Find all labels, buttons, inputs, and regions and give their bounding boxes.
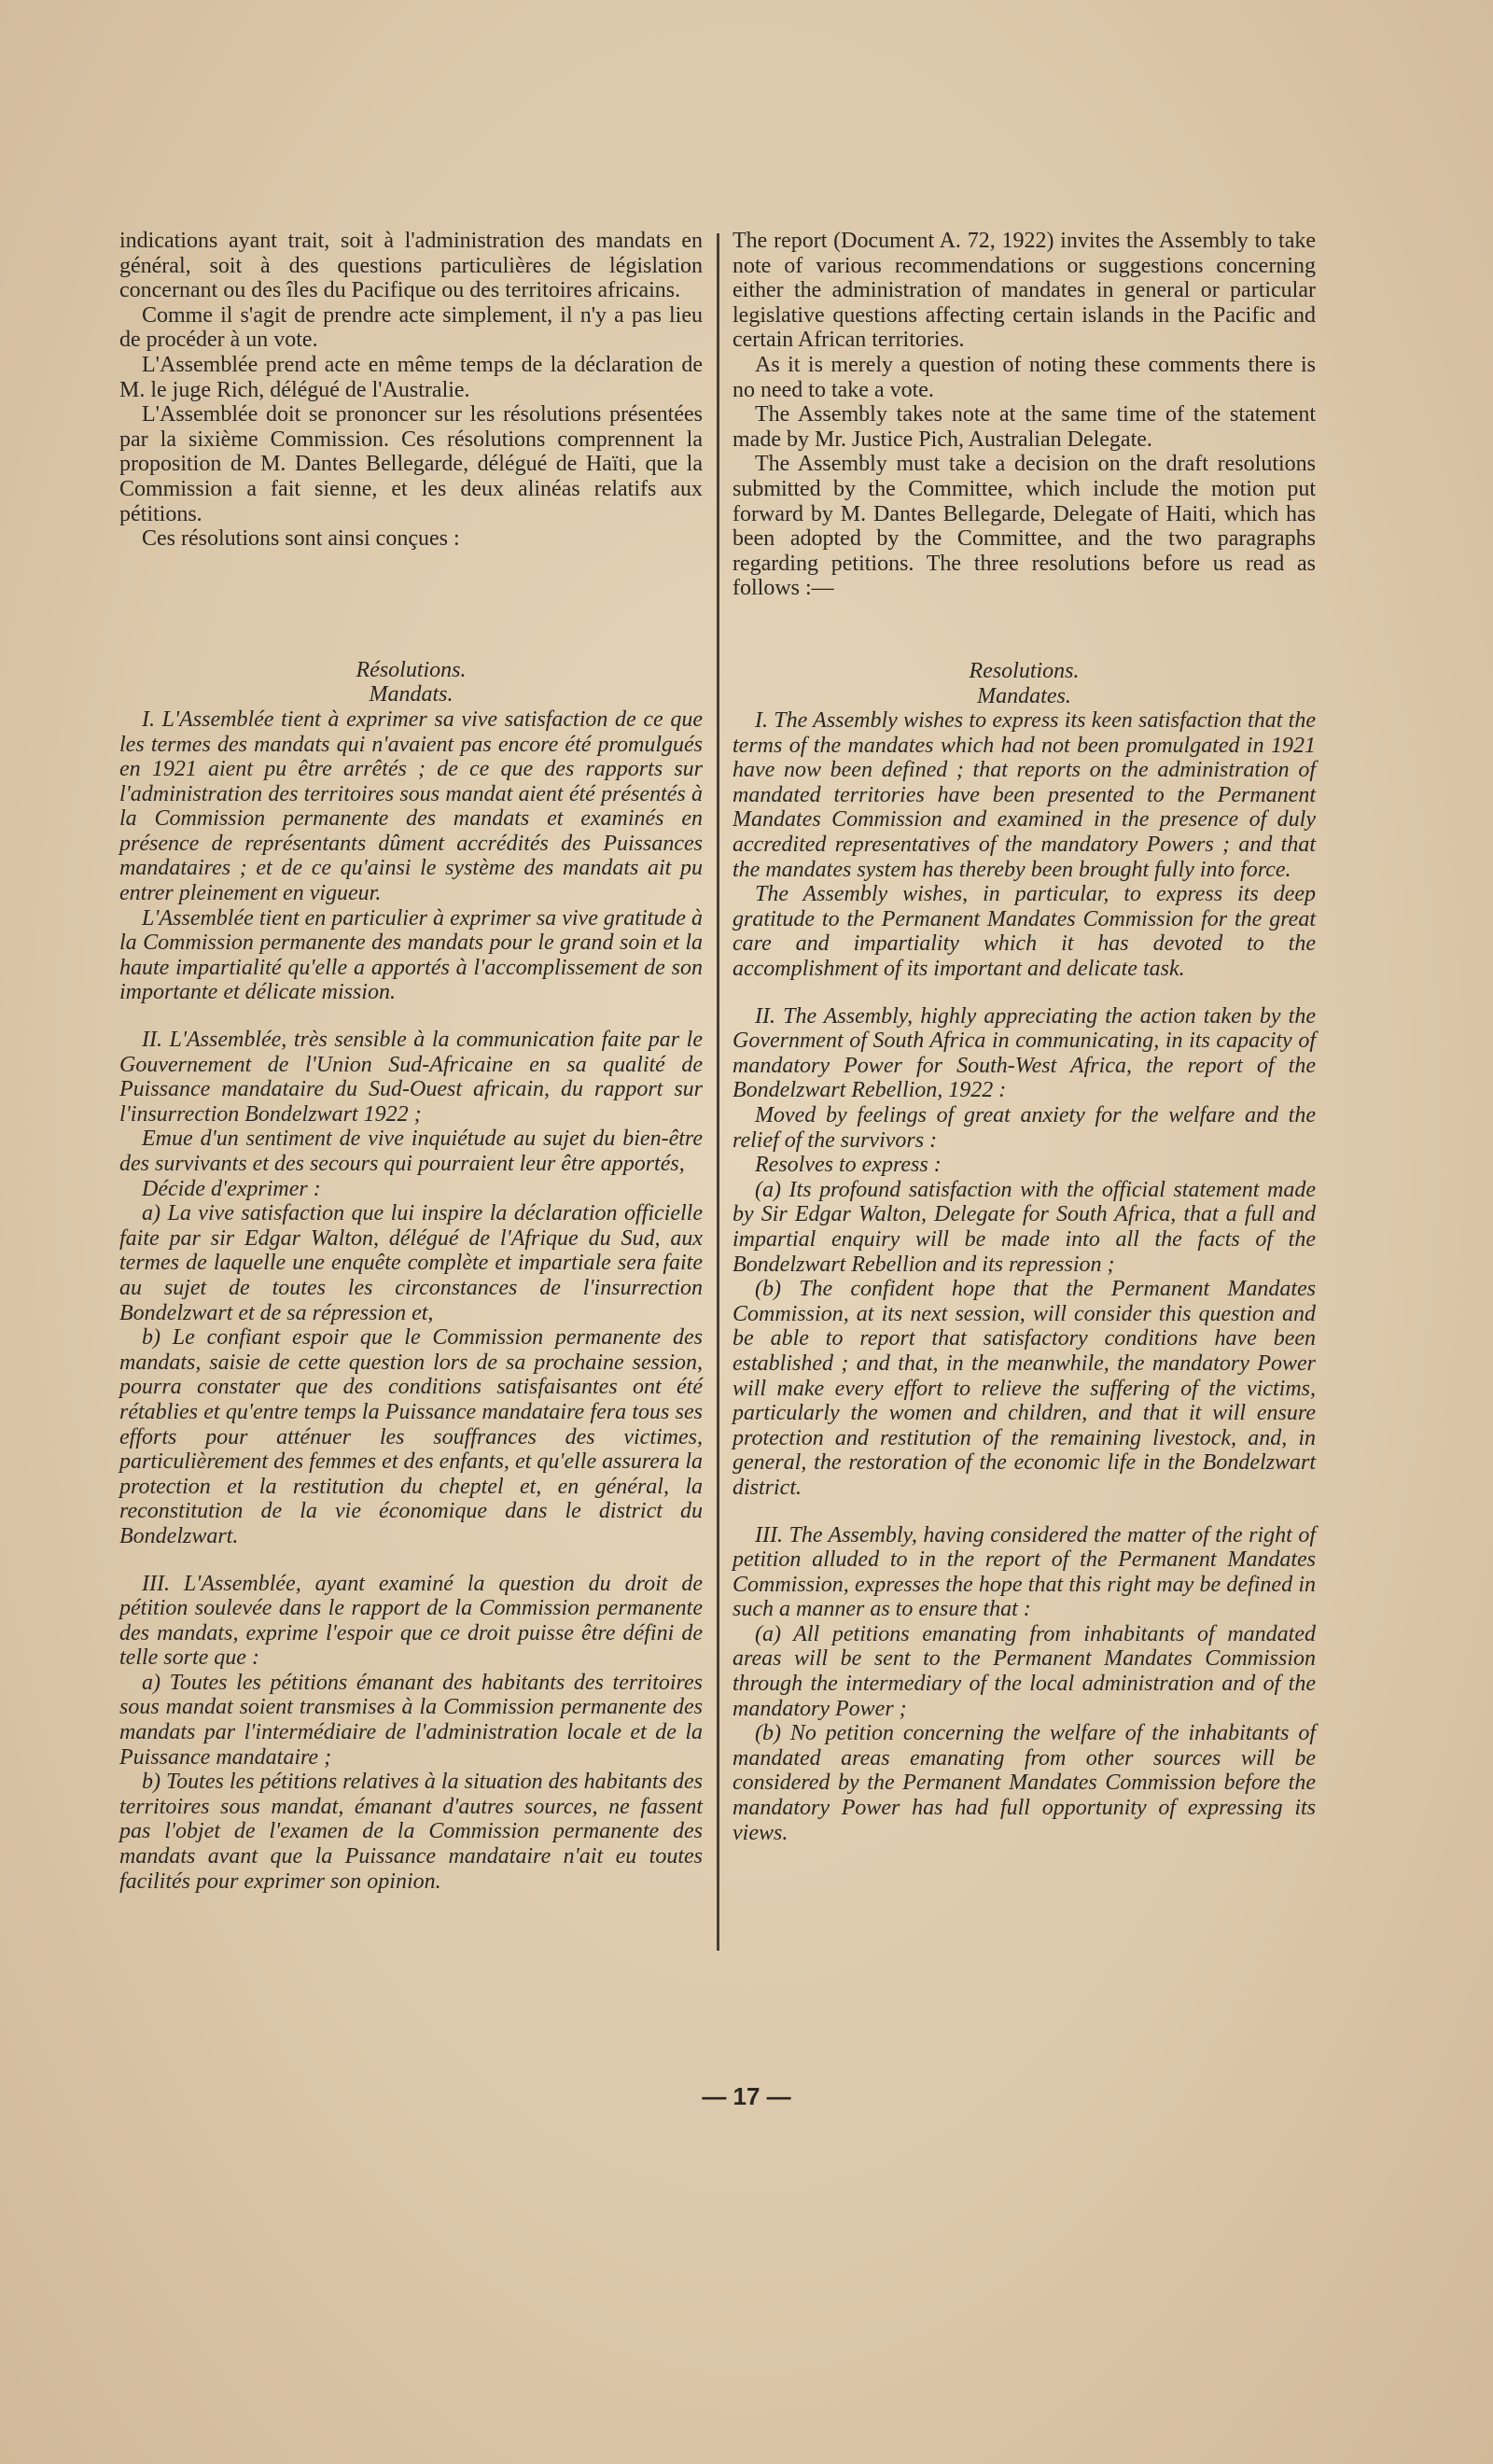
- fr-res-paragraph: Décide d'exprimer :: [142, 1176, 321, 1201]
- en-resolution-3: [733, 1523, 1316, 1846]
- fr-intro-paragraph: Ces résolutions sont ainsi conçues :: [142, 526, 460, 552]
- column-divider: [717, 233, 719, 1951]
- fr-intro-paragraph: indications ayant trait, soit à l'administration des mandats en général, soit à des questions particulières de législation concernant ou des îles du Pacifique ou des territoires africains.: [119, 229, 703, 303]
- en-res-paragraph: Moved by feelings of great anxiety for the welfare and the relief of the survivors :: [733, 1103, 1316, 1153]
- en-res-paragraph: III. The Assembly, having considered the matter of the right of petition alluded to in the report of the Permanent Mandates Commission, expresses the hope that this right may be defined in such a manner as to ensure that :: [733, 1522, 1316, 1622]
- fr-intro-paragraph: Comme il s'agit de prendre acte simplement, il n'y a pas lieu de procéder à un vote.: [119, 302, 703, 353]
- en-intro-paragraph: As it is merely a question of noting these comments there is no need to take a vote.: [733, 352, 1316, 402]
- en-intro-paragraph: The Assembly must take a decision on the draft resolutions submitted by the Committee, which include the motion put forward by M. Dantes Bellegarde, Delegate of Haiti, which has been adopted by the Committee, and the two paragraphs regarding petitions. The three resolutions before us read as follows :—: [733, 452, 1316, 601]
- en-res-paragraph: Resolves to express :: [755, 1153, 942, 1178]
- fr-heading-resolutions: Résolutions.: [356, 657, 467, 682]
- en-heading-mandates: Mandates.: [977, 683, 1071, 708]
- fr-heading-mandats: Mandats.: [369, 682, 453, 707]
- en-res-paragraph: (a) All petitions emanating from inhabitants of mandated areas will be sent to the Permanent Mandates Commission through the intermediary of the local administration and of the mandatory Power ;: [733, 1621, 1316, 1721]
- en-heading-resolutions: Resolutions.: [969, 658, 1080, 683]
- en-resolution-1: [733, 708, 1316, 982]
- fr-resolution-1: [119, 707, 703, 1005]
- fr-res-paragraph: III. L'Assemblée, ayant examiné la question du droit de pétition soulevée dans le rapport de la Commission permanente des mandats, exprime l'espoir que ce droit puisse être défini de telle sorte que :: [119, 1571, 703, 1671]
- fr-res-paragraph: I. L'Assemblée tient à exprimer sa vive satisfaction de ce que les termes des mandats qui n'avaient pas encore été promulgués en 1921 aient pu être arrêtés ; de ce que des rapports sur l'administration des territoires sous mandat aient été présentés à la Commission permanente des mandats et examinés en présence de représentants dûment accrédités des Puissances mandataires ; et de ce qu'ainsi le système des mandats ait pu entrer pleinement en vigueur.: [119, 707, 703, 906]
- fr-res-paragraph: b) Toutes les pétitions relatives à la situation des habitants des territoires sous mandat, émanant d'autres sources, ne fassent pas l'objet de l'examen de la Commission permanente des mandats avant que la Puissance mandataire n'ait eu toutes facilités pour exprimer son opinion.: [119, 1770, 703, 1894]
- en-intro-paragraph: The report (Document A. 72, 1922) invites the Assembly to take note of various recommendations or suggestions concerning either the administration of mandates in general or particular legislative questions affecting certain islands in the Pacific and certain African territories.: [733, 229, 1316, 353]
- fr-resolution-2: [119, 1028, 703, 1548]
- fr-res-paragraph: L'Assemblée tient en particulier à exprimer sa vive gratitude à la Commission permanente des mandats pour le grand soin et la haute impartialité qu'elle a apportés à l'accomplissement de son importante et délicate mission.: [119, 905, 703, 1005]
- en-resolution-2: [733, 1004, 1316, 1501]
- fr-res-paragraph: II. L'Assemblée, très sensible à la communication faite par le Gouvernement de l'Union Sud-Africaine en sa qualité de Puissance mandataire du Sud-Ouest africain, du rapport sur l'insurrection Bondelzwart 1922 ;: [119, 1028, 703, 1127]
- en-res-paragraph: The Assembly wishes, in particular, to express its deep gratitude to the Permanent Mandates Commission for the great care and impartiality which it has devoted to the accomplishment of its important and delicate task.: [733, 882, 1316, 982]
- en-res-paragraph: II. The Assembly, highly appreciating the action taken by the Government of South Africa in communicating, in its capacity of mandatory Power for South-West Africa, the report of the Bondelzwart Rebellion, 1922 :: [733, 1003, 1316, 1103]
- fr-res-paragraph: Emue d'un sentiment de vive inquiétude au sujet du bien-être des survivants et des secours qui pourraient leur être apportés,: [119, 1127, 703, 1176]
- en-res-paragraph: (a) Its profound satisfaction with the official statement made by Sir Edgar Walton, Delegate for South Africa, that a full and impartial enquiry will be made into all the facts of the Bondelzwart Rebellion and its repression ;: [733, 1177, 1316, 1277]
- french-column: [119, 229, 703, 1894]
- en-res-paragraph: I. The Assembly wishes to express its keen satisfaction that the terms of the mandates which had not been promulgated in 1921 have now been defined ; that reports on the administration of mandated territories have been presented to the Permanent Mandates Commission and examined in the presence of duly accredited representatives of the mandatory Powers ; and that the mandates system has thereby been brought fully into force.: [733, 708, 1316, 882]
- page-number: — 17 —: [702, 2082, 791, 2110]
- fr-res-paragraph: b) Le confiant espoir que le Commission permanente des mandats, saisie de cette question lors de sa prochaine session, pourra constater que des conditions satisfaisantes ont été rétablies et qu'entre temps la Puissance mandataire fera tous ses efforts pour atténuer les souffrances des victimes, particulièrement des femmes et des enfants, et qu'elle assurera la protection et la restitution du cheptel et, en général, la reconstitution de la vie économique dans le district du Bondelzwart.: [119, 1325, 703, 1548]
- english-column: [733, 229, 1316, 1845]
- fr-resolution-3: [119, 1572, 703, 1895]
- en-intro-paragraph: The Assembly takes note at the same time of the statement made by Mr. Justice Pich, Australian Delegate.: [733, 402, 1316, 452]
- fr-res-paragraph: a) La vive satisfaction que lui inspire la déclaration officielle faite par sir Edgar Walton, délégué de l'Afrique du Sud, aux termes de laquelle une enquête complète et impartiale sera faite au sujet de toutes les circonstances de l'insurrection Bondelzwart et de sa répression et,: [119, 1201, 703, 1325]
- en-res-paragraph: (b) No petition concerning the welfare of the inhabitants of mandated areas emanating from other sources will be considered by the Permanent Mandates Commission before the mandatory Power has had full opportunity of expressing its views.: [733, 1721, 1316, 1845]
- fr-intro-paragraph: L'Assemblée doit se prononcer sur les résolutions présentées par la sixième Commission. Ces résolutions comprennent la proposition de M. Dantes Bellegarde, délégué de Haïti, que la Commission a fait sienne, et les deux alinéas relatifs aux pétitions.: [119, 402, 703, 526]
- en-res-paragraph: (b) The confident hope that the Permanent Mandates Commission, at its next session, will consider this question and be able to report that satisfactory conditions have been established ; and that, in the meanwhile, the mandatory Power will make every effort to relieve the suffering of the victims, particularly the women and children, and that it will ensure protection and restitution of the remaining livestock, and, in general, the restoration of the economic life in the Bondelzwart district.: [733, 1277, 1316, 1500]
- fr-intro-paragraph: L'Assemblée prend acte en même temps de la déclaration de M. le juge Rich, délégué de l'Australie.: [119, 352, 703, 402]
- fr-res-paragraph: a) Toutes les pétitions émanant des habitants des territoires sous mandat soient transmises à la Commission permanente des mandats par l'intermédiaire de l'administration locale et de la Puissance mandataire ;: [119, 1670, 703, 1770]
